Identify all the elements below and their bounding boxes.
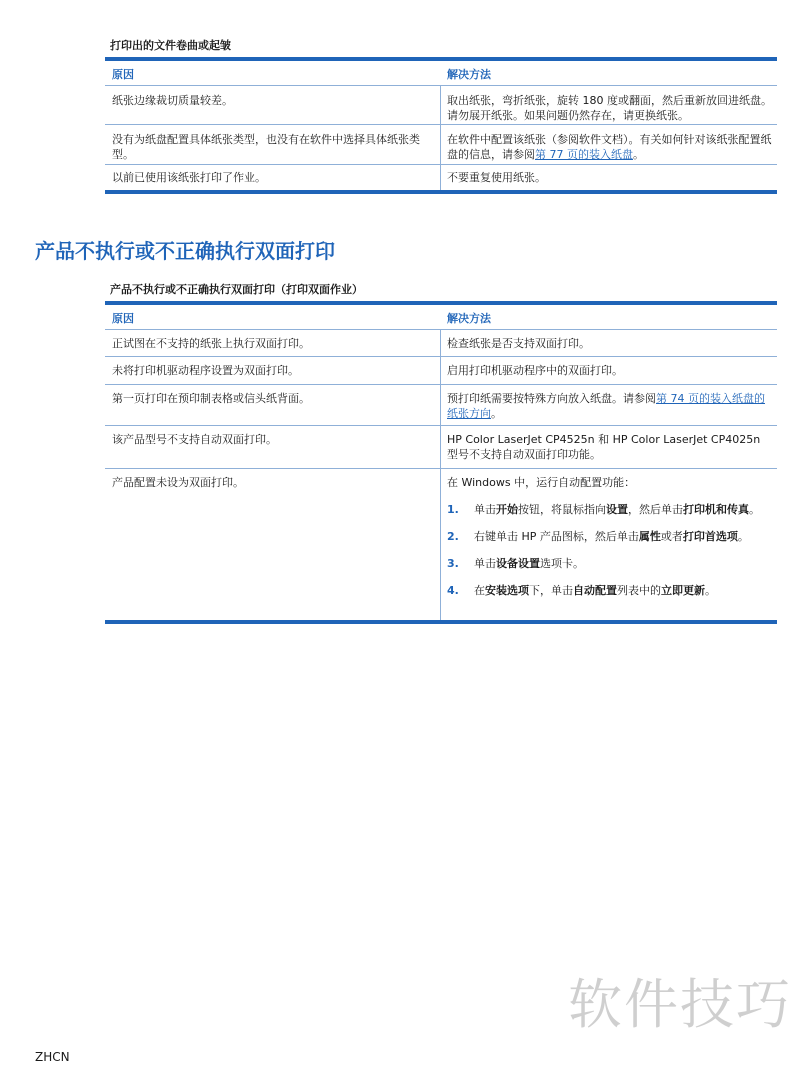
solution-cell: 不要重复使用纸张。 [447, 171, 546, 184]
solution-text: 在软件中配置该纸张（参阅软件文档）。有关如何针对该纸张配置纸盘的信息，请参阅 [447, 133, 772, 161]
table-row [105, 330, 777, 357]
solution-cell [447, 132, 773, 162]
solution-text-end: 。 [633, 148, 644, 161]
step-number: 2. [447, 530, 459, 543]
list-item: 2. 右键单击 HP 产品图标，然后单击属性或者打印首选项。 [447, 530, 749, 543]
table-row [105, 385, 777, 426]
table1-header [105, 57, 777, 86]
page-footer: ZHCN [35, 1050, 70, 1064]
cause-cell: 未将打印机驱动程序设置为双面打印。 [112, 364, 299, 377]
list-item: 3. 单击设备设置选项卡。 [447, 557, 584, 570]
solution-cell: HP Color LaserJet CP4525n 和 HP Color LaserJet CP4025n 型号不支持自动双面打印功能。 [447, 433, 761, 461]
table2-header [105, 301, 777, 330]
table1-col-cause: 原因 [112, 68, 134, 81]
cause-cell: 该产品型号不支持自动双面打印。 [112, 433, 277, 446]
step-number: 4. [447, 584, 459, 597]
table2-caption: 产品不执行或不正确执行双面打印（打印双面作业） [110, 283, 363, 296]
solution-cell: 取出纸张，弯折纸张，旋转 180 度或翻面，然后重新放回进纸盘。请勿展开纸张。如果问题仍然存在，请更换纸张。 [447, 94, 772, 122]
cause-cell: 正试图在不支持的纸张上执行双面打印。 [112, 337, 310, 350]
solution-cell: 启用打印机驱动程序中的双面打印。 [447, 364, 623, 377]
table2-bottom-rule [105, 620, 777, 624]
solution-text: 预打印纸需要按特殊方向放入纸盘。请参阅 [447, 392, 656, 405]
table1-caption: 打印出的文件卷曲或起皱 [110, 39, 231, 52]
table1-col-solution: 解决方法 [447, 68, 491, 81]
solution-cell [447, 391, 773, 421]
step-number: 1. [447, 503, 459, 516]
cause-cell: 以前已使用该纸张打印了作业。 [112, 171, 266, 184]
load-tray-link[interactable]: 第 77 页的装入纸盘 [535, 148, 633, 161]
cause-cell: 没有为纸盘配置具体纸张类型，也没有在软件中选择具体纸张类型。 [112, 133, 420, 161]
solution-cell [447, 475, 773, 610]
cause-cell: 产品配置未设为双面打印。 [112, 476, 244, 489]
table-row [105, 357, 777, 385]
table2-col-cause: 原因 [112, 312, 134, 325]
table-row [105, 426, 777, 469]
solution-cell: 检查纸张是否支持双面打印。 [447, 337, 590, 350]
step-number: 3. [447, 557, 459, 570]
table-row [105, 469, 777, 620]
table-row [105, 125, 777, 165]
section-heading: 产品不执行或不正确执行双面打印 [35, 239, 335, 263]
table1 [105, 57, 777, 194]
list-item: 4. 在安装选项下，单击自动配置列表中的立即更新。 [447, 584, 716, 597]
cause-cell: 第一页打印在预印制表格或信头纸背面。 [112, 392, 310, 405]
table-row [105, 165, 777, 190]
table2-col-solution: 解决方法 [447, 312, 491, 325]
cause-cell: 纸张边缘裁切质量较差。 [112, 94, 233, 107]
table2 [105, 301, 777, 624]
steps-list [447, 502, 773, 598]
list-item: 1. 单击开始按钮，将鼠标指向设置，然后单击打印机和传真。 [447, 503, 760, 516]
solution-intro: 在 Windows 中，运行自动配置功能： [447, 476, 636, 489]
table1-bottom-rule [105, 190, 777, 194]
paper-orientation-link[interactable]: 第 74 页的装入纸盘的纸张方向 [447, 392, 765, 420]
table-row [105, 86, 777, 125]
solution-text-end: 。 [491, 407, 502, 420]
watermark: 软件技巧 [568, 973, 792, 1036]
